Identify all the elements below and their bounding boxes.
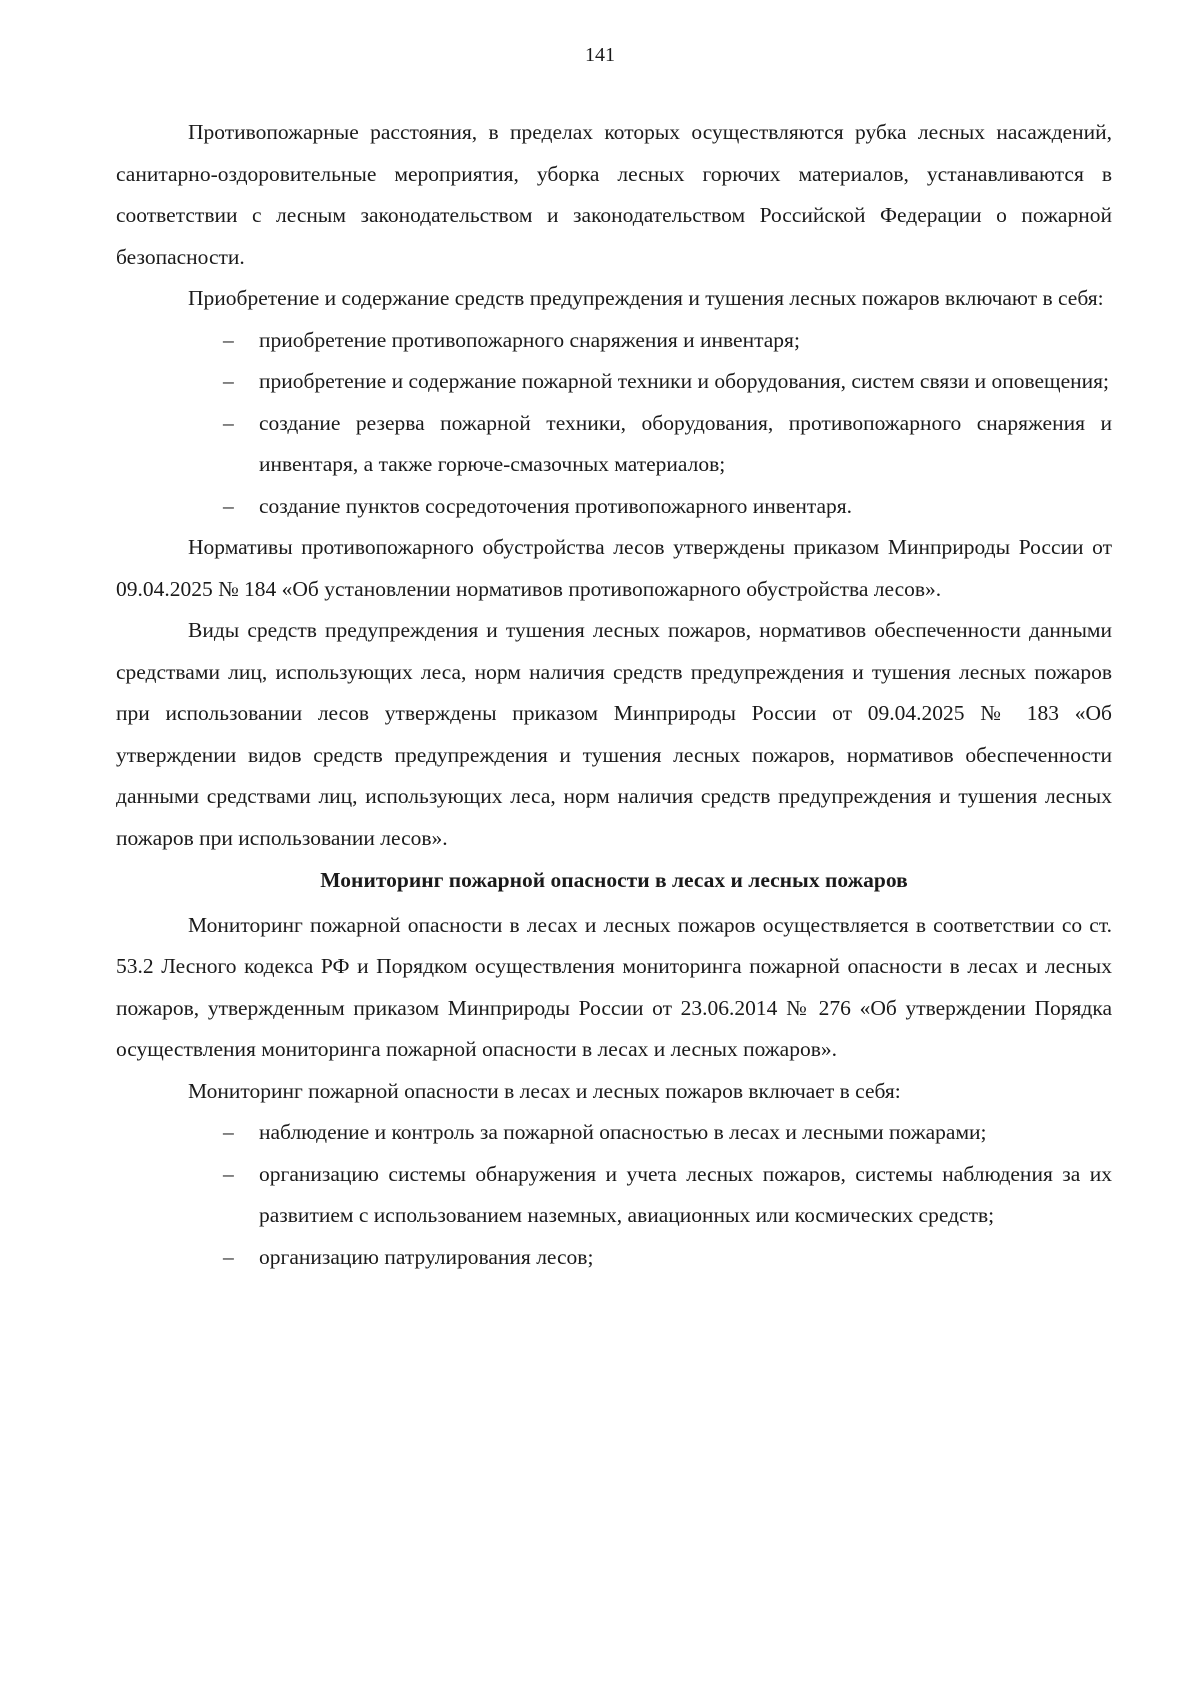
dash-marker: –	[223, 1120, 234, 1144]
paragraph-norms-183: Виды средств предупреждения и тушения лесных пожаров, нормативов обеспеченности данными средствами лиц, использующих леса, норм наличия средств предупреждения и тушения лесных пожаров при использовании лесов утверждены приказом Минприроды России от 09.04.2025 № 183 «Об утверждении видов средств предупреждения и тушения лесных пожаров, нормативов обеспеченности данными средствами лиц, использующих леса, норм наличия средств предупреждения и тушения лесных пожаров при использовании лесов».	[116, 618, 1112, 850]
list-item: – наблюдение и контроль за пожарной опасностью в лесах и лесными пожарами;	[259, 1112, 1112, 1154]
page-number: 141	[585, 44, 615, 66]
list-item: – приобретение противопожарного снаряжения и инвентаря;	[259, 320, 1112, 362]
dash-marker: –	[223, 327, 234, 352]
list-item: – создание пунктов сосредоточения противопожарного инвентаря.	[259, 486, 1112, 528]
list-item: – приобретение и содержание пожарной техники и оборудования, систем связи и оповещения;	[259, 361, 1112, 403]
paragraph-monitoring-basis: Мониторинг пожарной опасности в лесах и лесных пожаров осуществляется в соответствии со ст. 53.2 Лесного кодекса РФ и Порядком осуществления мониторинга пожарной опасности в лесах и лесных пожаров, утвержденным приказом Минприроды России от 23.06.2014 № 276 «Об утверждении Порядка осуществления мониторинга пожарной опасности в лесах и лесных пожаров».	[116, 912, 1112, 1061]
document-body	[116, 112, 1112, 1278]
list-item: – организацию патрулирования лесов;	[259, 1237, 1112, 1279]
list-item: – организацию системы обнаружения и учета лесных пожаров, системы наблюдения за их развитием с использованием наземных, авиационных или космических средств;	[259, 1154, 1112, 1237]
paragraph-fire-distances: Противопожарные расстояния, в пределах которых осуществляются рубка лесных насаждений, санитарно-оздоровительные мероприятия, уборка лесных горючих материалов, устанавливаются в соответствии с лесным законодательством и законодательством Российской Федерации о пожарной безопасности.	[116, 120, 1112, 269]
dash-marker: –	[223, 410, 234, 435]
paragraph-means-acquisition: Приобретение и содержание средств предупреждения и тушения лесных пожаров включают в себя:	[188, 286, 1104, 310]
section-heading: Мониторинг пожарной опасности в лесах и лесных пожаров	[320, 868, 908, 892]
dash-marker: –	[223, 1244, 234, 1269]
dash-marker: –	[223, 1161, 234, 1186]
dash-marker: –	[223, 369, 234, 393]
monitoring-list	[116, 1112, 1112, 1278]
list-item: – создание резерва пожарной техники, оборудования, противопожарного снаряжения и инвентаря, а также горюче-смазочных материалов;	[259, 403, 1112, 486]
paragraph-norms-184: Нормативы противопожарного обустройства лесов утверждены приказом Минприроды России от 09.04.2025 № 184 «Об установлении нормативов противопожарного обустройства лесов».	[116, 535, 1112, 601]
means-list	[116, 320, 1112, 528]
paragraph-monitoring-includes: Мониторинг пожарной опасности в лесах и лесных пожаров включает в себя:	[188, 1078, 901, 1103]
dash-marker: –	[223, 493, 234, 518]
